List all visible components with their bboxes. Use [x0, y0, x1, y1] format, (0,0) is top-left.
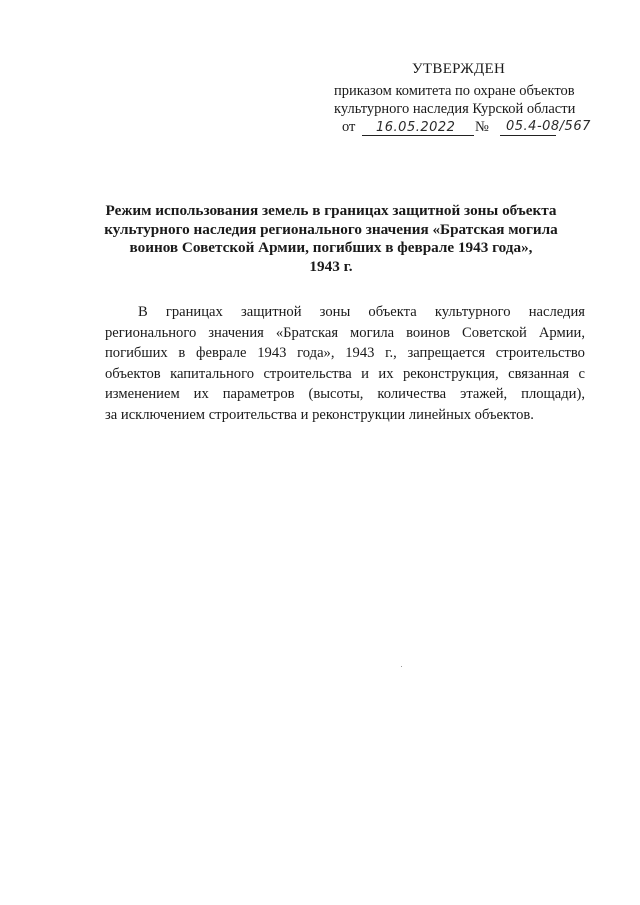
body-word: «Братская [275, 324, 339, 341]
body-word: запрещается [407, 345, 486, 361]
body-word: изменением [105, 386, 180, 402]
body-word: границах [165, 304, 223, 320]
title-line: культурного наследия регионального значения «Братская могила [104, 220, 558, 238]
body-word: (высоты, [308, 386, 364, 402]
body-word: могила [350, 324, 395, 341]
title-line: Режим использования земель в границах защитной зоны объекта [105, 202, 557, 219]
body-word: реконструкция, [402, 365, 499, 382]
body-line [105, 302, 585, 323]
body-word: с [578, 365, 585, 382]
body-word: феврале [196, 345, 247, 361]
body-line [105, 323, 585, 344]
body-word: зоны [319, 304, 351, 320]
body-word: капитального [170, 365, 254, 382]
body-line-text [105, 384, 585, 405]
approval-heading: УТВЕРЖДЕН [412, 61, 506, 77]
body-word: г., [385, 345, 397, 361]
body-word: года», [297, 345, 335, 361]
body-word: этажей, [460, 386, 508, 402]
body-word: объектов [105, 365, 161, 382]
body-word: их [378, 365, 394, 382]
approval-order-line-2: культурного наследия Курской области [334, 101, 576, 117]
body-word: объекта [368, 304, 417, 320]
title-line: 1943 г. [309, 257, 353, 275]
body-word: параметров [222, 386, 295, 402]
body-word: строительства [263, 365, 352, 382]
body-word: строительство [495, 345, 585, 361]
body-word: погибших [105, 345, 168, 361]
body-word: защитной [240, 304, 302, 320]
body-word: Армии, [538, 324, 585, 341]
body-word: их [193, 386, 209, 402]
body-word: 1943 [345, 345, 375, 361]
document-title [96, 202, 566, 276]
date-prefix: от [342, 119, 356, 135]
body-word: Советской [462, 324, 527, 341]
body-word: площади), [521, 386, 585, 402]
body-word: культурного [434, 304, 511, 320]
body-word: В [138, 304, 148, 320]
body-word: связанная [508, 365, 570, 382]
approval-order-line-1: приказом комитета по охране объектов [334, 83, 575, 99]
body-line-text [105, 323, 585, 344]
title-line: воинов Советской Армии, погибших в феврале 1943 года», [129, 239, 533, 257]
body-line [105, 384, 585, 405]
body-line-text [105, 343, 585, 364]
body-word: количества [377, 386, 447, 402]
body-word: и [361, 365, 369, 382]
number-field [500, 118, 590, 135]
body-word: в [178, 345, 186, 361]
body-line-text: за исключением строительства и реконструкции линейных объектов. [105, 406, 534, 423]
body-word: наследия [528, 304, 585, 320]
body-word: значения [208, 324, 264, 341]
date-field [362, 118, 474, 136]
body-line-text [138, 302, 585, 323]
body-line-text [105, 364, 585, 385]
handwritten-date: 16.05.2022 [376, 120, 456, 135]
body-line [105, 364, 585, 385]
body-word: воинов [406, 324, 451, 341]
body-line [105, 405, 585, 426]
body-paragraph [105, 302, 585, 425]
body-line [105, 343, 585, 364]
scan-speck [401, 666, 402, 667]
body-word: регионального [105, 324, 197, 341]
body-word: 1943 [257, 345, 287, 361]
handwritten-number: 05.4-08/567 [506, 119, 591, 134]
number-sign: № [475, 119, 489, 135]
